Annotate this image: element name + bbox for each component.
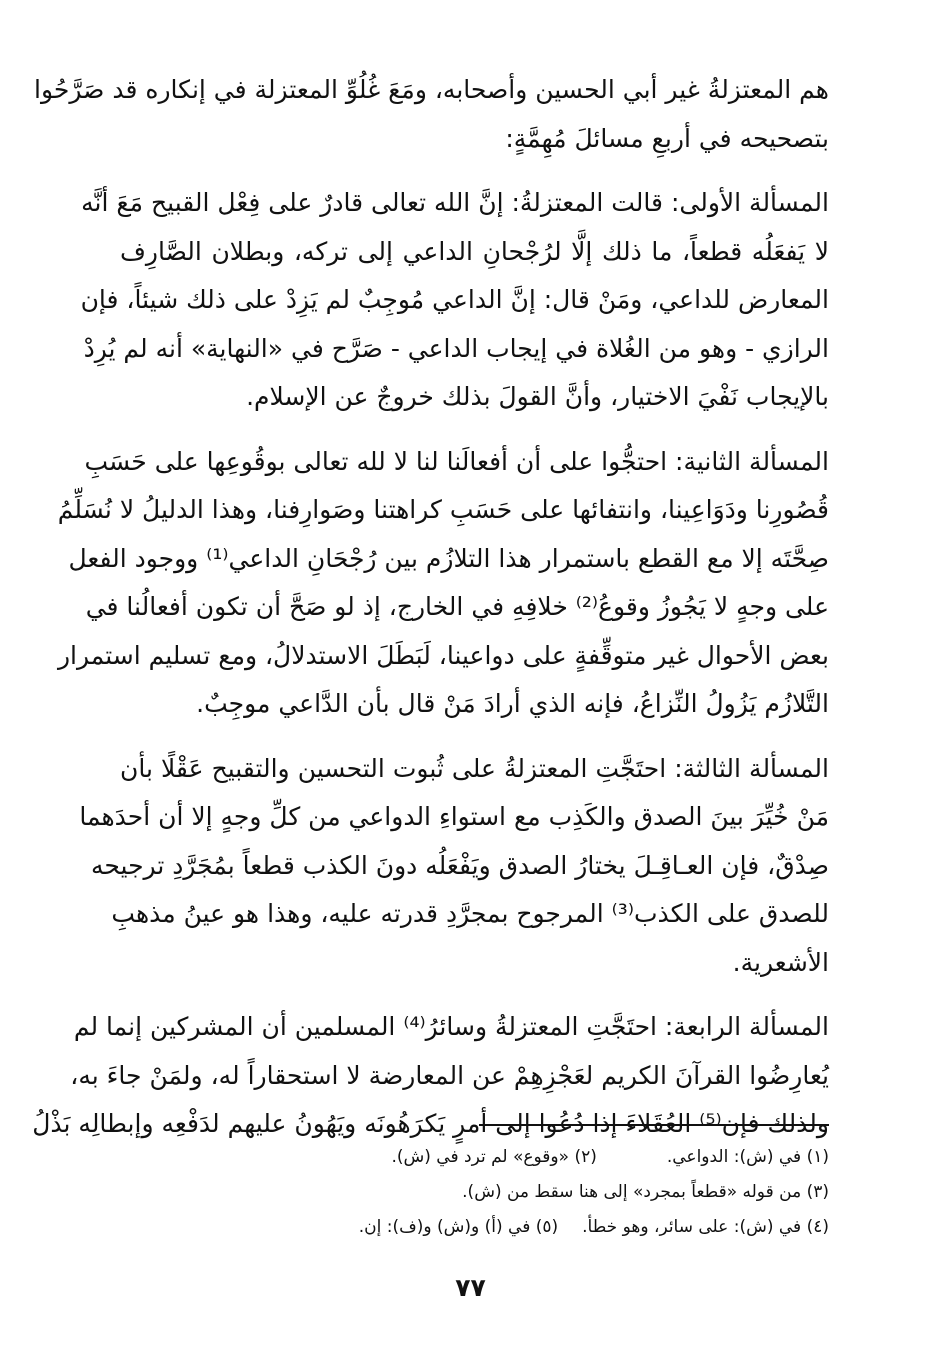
text-line: قُصُورِنا ودَوَاعِينا، وانتفائها على حَسَبِ كراهتنا وصَوارِفنا، وهذا الدليلُ لا نُسَلِّمُ [57, 495, 829, 524]
text-line: لا يَفعَلُه قطعاً، ما ذلك إلَّا لرُجْحانِ الداعي إلى تركه، وبطلان الصَّارِف [120, 236, 829, 266]
footnote-row [120, 1175, 829, 1210]
footnote-1: (١) في (ش): الدواعي. [666, 1147, 829, 1167]
footnote-row [120, 1140, 829, 1175]
text-line: صِدْقٌ، فإن العـاقِـلَ يختارُ الصدق ويَفْعَلُه دونَ الكذب قطعاً بمُجَرَّدِ ترجيحه [91, 850, 829, 880]
footnote-3: (٣) من قوله «قطعاً بمجرد» إلى هنا سقط من (ش). [462, 1182, 829, 1202]
text-line: مَنْ خُيِّرَ بينَ الصدق والكَذِب مع استواءِ الدواعي من كلِّ وجهٍ إلا أن أحدَهما [79, 802, 829, 831]
main-text [32, 66, 829, 1149]
footnotes [120, 1140, 829, 1245]
footnote-5: (٥) في (أ) و(ش) و(ف): إن. [358, 1217, 559, 1237]
text-line: المسألة الثالثة: احتَجَّتِ المعتزلةُ على ثُبوت التحسين والتقبيح عَقْلًا بأن [120, 753, 829, 783]
text-line: ولذلك فإن⁽⁵⁾ العُقَلاءَ إذا دُعُوا إلى أمرٍ يَكرَهُونَه ويَهُونُ عليهم لدَفْعِه وإبطالِه بَذْلُ [32, 1109, 829, 1138]
page-number: ٧٧ [455, 1273, 486, 1302]
text-line: بالإيجاب نَفْيَ الاختيار، وأنَّ القولَ بذلك خروجٌ عن الإسلام. [246, 382, 829, 411]
text-line: المعارض للداعي، ومَنْ قال: إنَّ الداعي مُوجِبٌ لم يَزِدْ على ذلك شيئاً، فإن [80, 285, 829, 314]
text-line: على وجهٍ لا يَجُوزُ وقوعُ⁽²⁾ خلافِهِ في الخارج، إذ لو صَحَّ أن تكون أفعالُنا في [85, 592, 829, 621]
text-line: يُعارِضُوا القرآنَ الكريم لعَجْزِهِمْ عن المعارضة لا استحقاراً له، ولمَنْ جاءَ به، [70, 1060, 829, 1090]
text-line: المسألة الرابعة: احتَجَّتِ المعتزلةُ وسائرُ⁽⁴⁾ المسلمين أن المشركين إنما لم [73, 1012, 829, 1041]
text-line: صِحَّتَه إلا مع القطع باستمرار هذا التلازُم بين رُجْحَانِ الداعي⁽¹⁾ ووجود الفعل [68, 543, 829, 573]
footnote-row [120, 1210, 829, 1245]
text-line: هم المعتزلةُ غير أبي الحسين وأصحابه، ومَعَ غُلُوِّ المعتزلة في إنكاره قد صَرَّحُوا [34, 75, 829, 104]
paragraph-first-issue [80, 179, 829, 422]
paragraph-third-issue [79, 745, 829, 988]
text-line: الرازي - وهو من الغُلاة في إيجاب الداعي - صَرَّح في «النهاية» أنه لم يُرِدْ [83, 333, 829, 363]
text-line: الأشعرية. [732, 947, 829, 977]
text-line: المسألة الأولى: قالت المعتزلةُ: إنَّ الله تعالى قادرٌ على فِعْل القبيح مَعَ أنَّه [81, 188, 829, 217]
text-line: بتصحيحه في أربعِ مسائلَ مُهِمَّةٍ: [505, 123, 829, 153]
text-line: المسألة الثانية: احتجُّوا على أن أفعالَنا لنا لا لله تعالى بوقُوعِها على حَسَبِ [84, 446, 829, 476]
paragraph-fourth-issue [32, 1003, 829, 1149]
text-line: بعض الأحوال غير متوقِّفةٍ على دواعينا، لَبَطَلَ الاستدلالُ، ومع تسليم استمرار [57, 640, 829, 670]
text-line: التَّلازُم يَزُولُ النِّزاعُ، فإنه الذي أرادَ مَنْ قال بأن الدَّاعي موجِبٌ. [196, 689, 829, 718]
footnote-2: (٢) «وقوع» لم ترد في (ش). [391, 1147, 597, 1167]
paragraph-second-issue [57, 438, 829, 729]
footnote-4: (٤) في (ش): على سائر، وهو خطأ. [582, 1217, 829, 1237]
text-line: للصدق على الكذب⁽³⁾ المرجوح بمجرَّدِ قدرته عليه، وهذا هو عينُ مذهبِ [111, 899, 829, 928]
footnote-divider [479, 1124, 829, 1126]
paragraph-intro [34, 66, 829, 163]
